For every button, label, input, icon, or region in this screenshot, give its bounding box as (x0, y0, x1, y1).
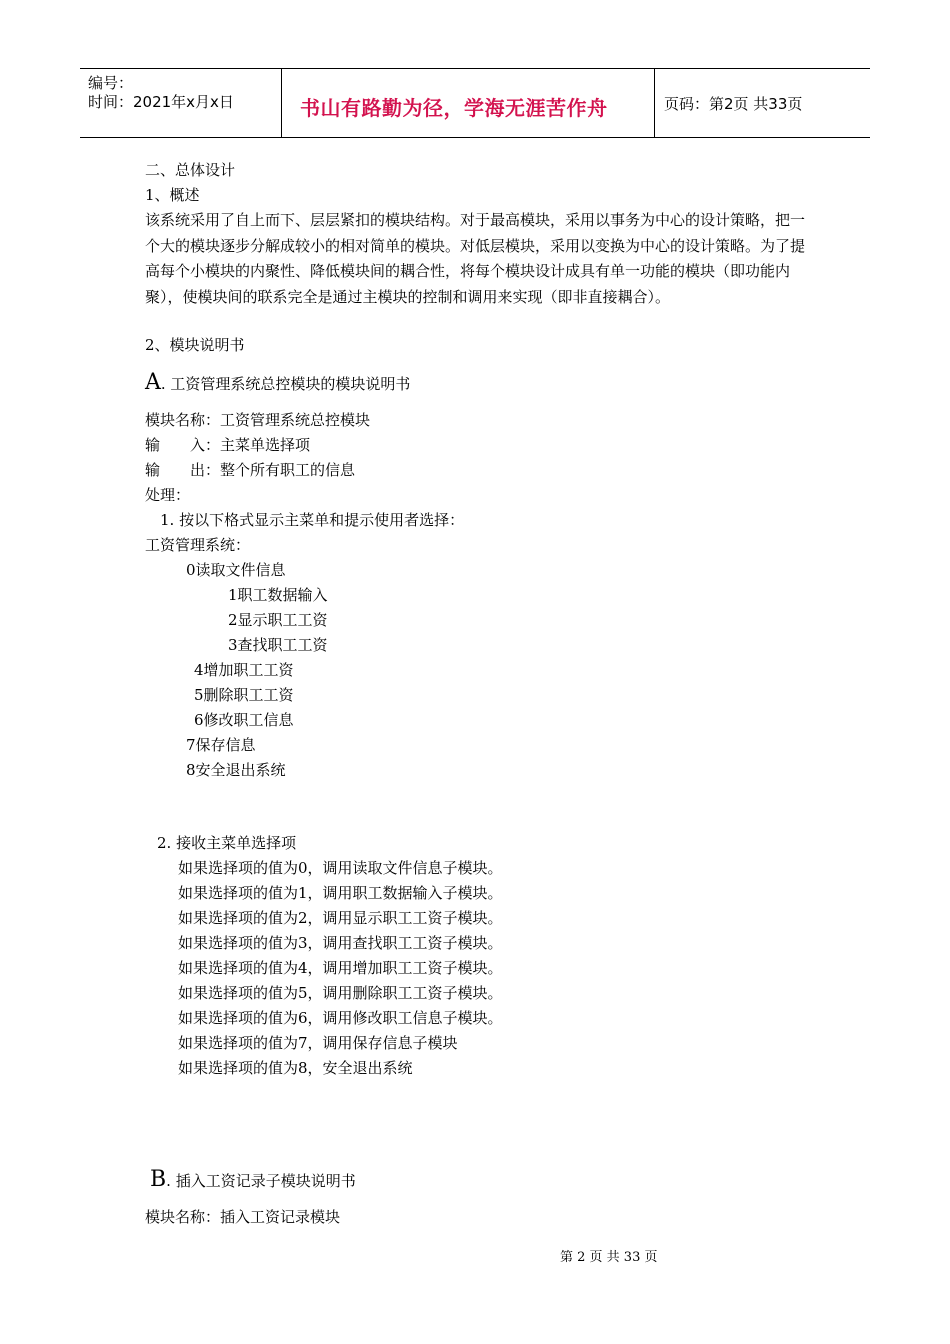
condition-line: 如果选择项的值为8，安全退出系统 (178, 1059, 413, 1077)
number-label: 编号： (88, 74, 134, 92)
menu-item: 3查找职工工资 (228, 636, 328, 654)
input-value: 入：主菜单选择项 (190, 436, 311, 454)
input-label: 输 (145, 436, 161, 454)
menu-item: 0读取文件信息 (186, 561, 286, 579)
page-footer: 第 2 页 共 33 页 (560, 1250, 658, 1265)
output-label: 输 (145, 461, 161, 479)
condition-line: 如果选择项的值为3，调用查找职工工资子模块。 (178, 934, 503, 952)
menu-item: 6修改职工信息 (194, 711, 294, 729)
page-info: 页码：第2页 共33页 (664, 95, 803, 113)
menu-item: 4增加职工工资 (194, 661, 294, 679)
module-a-output (145, 458, 355, 483)
menu-item: 7保存信息 (186, 736, 256, 754)
module-a-letter: A (145, 370, 161, 395)
condition-line: 如果选择项的值为6，调用修改职工信息子模块。 (178, 1009, 503, 1027)
condition-line: 如果选择项的值为5，调用删除职工工资子模块。 (178, 984, 503, 1002)
menu-item: 8安全退出系统 (186, 761, 286, 779)
module-a-input (145, 433, 310, 458)
motto: 书山有路勤为径，学海无涯苦作舟 (300, 96, 608, 120)
condition-line: 如果选择项的值为0，调用读取文件信息子模块。 (178, 859, 503, 877)
overview-paragraph: 该系统采用了自上而下、层层紧扣的模块结构。对于最高模块，采用以事务为中心的设计策略，把一个大的模块逐步分解成较小的相对简单的模块。对低层模块，采用以变换为中心的设计策略。为了提高每个小模块的内聚性、降低模块间的耦合性，将每个模块设计成具有单一功能的模块（即功能内聚），使模块间的联系完全是通过主模块的控制和调用来实现（即非直接耦合）。 (145, 211, 806, 306)
module-a-name: 模块名称：工资管理系统总控模块 (145, 411, 371, 429)
header-page-cell (655, 69, 870, 137)
menu-item: 1职工数据输入 (228, 586, 328, 604)
step-2: 2. 接收主菜单选择项 (157, 834, 297, 852)
section-title: 二、总体设计 (145, 161, 236, 179)
module-b-title: . 插入工资记录子模块说明书 (166, 1172, 356, 1190)
condition-line: 如果选择项的值为4，调用增加职工工资子模块。 (178, 959, 503, 977)
module-b-letter: B (150, 1167, 167, 1192)
condition-line: 如果选择项的值为1，调用职工数据输入子模块。 (178, 884, 503, 902)
output-value: 出：整个所有职工的信息 (190, 461, 356, 479)
condition-line: 如果选择项的值为2，调用显示职工工资子模块。 (178, 909, 503, 927)
process-label: 处理： (145, 486, 191, 504)
step-1: 1. 按以下格式显示主菜单和提示使用者选择： (160, 511, 465, 529)
time-label: 时间：2021年x月x日 (88, 93, 234, 111)
menu-item: 2显示职工工资 (228, 611, 328, 629)
module-b-heading (150, 1167, 356, 1194)
header-meta-cell (80, 69, 282, 137)
menu-item: 5删除职工工资 (194, 686, 294, 704)
condition-line: 如果选择项的值为7，调用保存信息子模块 (178, 1034, 458, 1052)
page-header (80, 68, 870, 138)
module-a-heading (145, 370, 410, 397)
module-a-title: . 工资管理系统总控模块的模块说明书 (160, 375, 411, 393)
header-motto-cell (282, 69, 655, 137)
menu-title: 工资管理系统： (145, 536, 251, 554)
module-b-name: 模块名称：插入工资记录模块 (145, 1208, 341, 1226)
overview-heading: 1、概述 (145, 186, 200, 204)
spec-heading: 2、模块说明书 (145, 336, 245, 354)
